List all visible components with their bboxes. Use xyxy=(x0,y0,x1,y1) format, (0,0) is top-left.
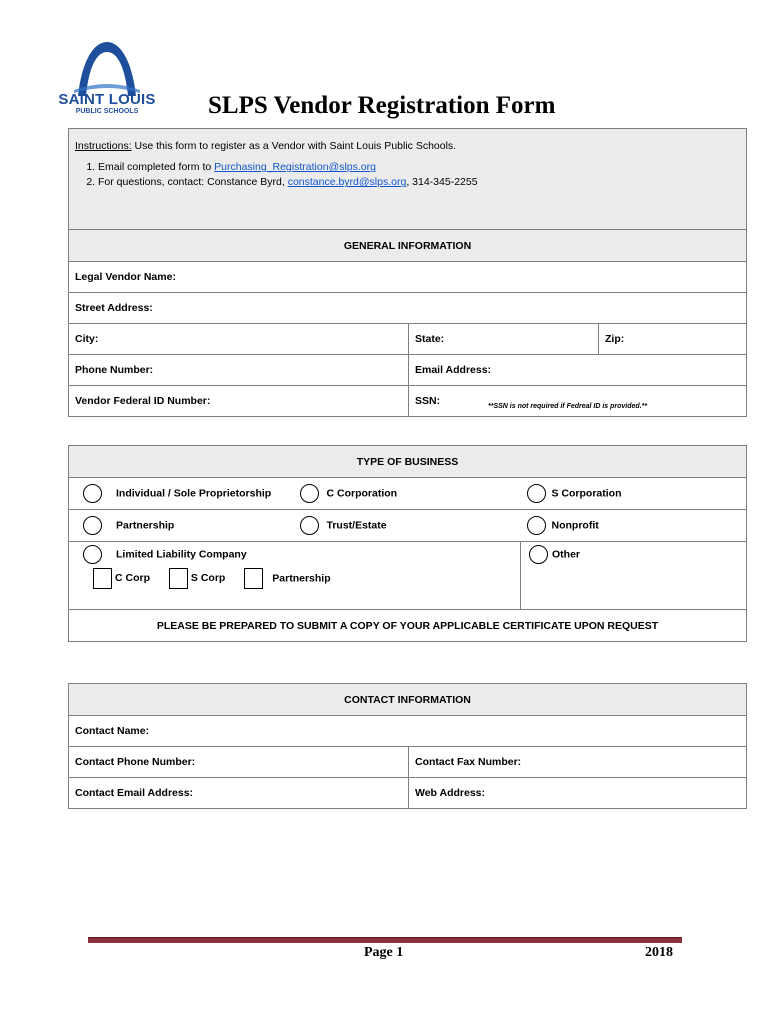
option-llc[interactable] xyxy=(69,542,521,610)
radio-s-corporation[interactable] xyxy=(527,484,546,503)
radio-individual[interactable] xyxy=(83,484,102,503)
option-label: C Corp xyxy=(115,572,150,585)
contact-email-field[interactable]: Contact Email Address: xyxy=(69,778,409,809)
legal-vendor-name-field[interactable]: Legal Vendor Name: xyxy=(69,262,747,293)
city-field[interactable]: City: xyxy=(69,324,409,355)
purchasing-email-link[interactable]: Purchasing_Registration@slps.org xyxy=(214,161,376,174)
general-information-header: GENERAL INFORMATION xyxy=(69,230,747,262)
instruction-text: For questions, contact: Constance Byrd, xyxy=(98,176,288,189)
logo-subtext: PUBLIC SCHOOLS xyxy=(75,108,139,115)
ssn-note: **SSN is not required if Fedreal ID is provided.** xyxy=(488,403,648,410)
instructions-label: Instructions: xyxy=(75,140,132,152)
radio-other[interactable] xyxy=(529,545,548,564)
option-label: Individual / Sole Proprietorship xyxy=(116,487,272,500)
zip-field[interactable]: Zip: xyxy=(599,324,747,355)
option-label: Partnership xyxy=(272,572,331,585)
option-label: Trust/Estate xyxy=(326,519,387,532)
radio-trust-estate[interactable] xyxy=(300,516,319,535)
instruction-text: Email completed form to xyxy=(98,161,215,174)
option-label: C Corporation xyxy=(326,487,398,500)
state-field[interactable]: State: xyxy=(409,324,599,355)
checkbox-llc-s-corp[interactable] xyxy=(169,568,188,589)
web-address-field[interactable]: Web Address: xyxy=(409,778,747,809)
contact-information-header: CONTACT INFORMATION xyxy=(69,684,747,716)
street-address-field[interactable]: Street Address: xyxy=(69,293,747,324)
radio-partnership[interactable] xyxy=(83,516,102,535)
contact-phone-field[interactable]: Contact Phone Number: xyxy=(69,747,409,778)
option-partnership[interactable] xyxy=(69,510,294,542)
option-c-corporation[interactable] xyxy=(294,478,521,510)
instruction-item-contact xyxy=(98,175,740,190)
option-label: Limited Liability Company xyxy=(116,548,247,561)
option-individual[interactable] xyxy=(69,478,294,510)
instructions-text: Use this form to register as a Vendor with Saint Louis Public Schools. xyxy=(131,140,457,152)
page-title: SLPS Vendor Registration Form xyxy=(208,92,556,119)
federal-id-field[interactable]: Vendor Federal ID Number: xyxy=(69,386,409,417)
gateway-arch-icon xyxy=(72,40,142,98)
email-address-field[interactable]: Email Address: xyxy=(409,355,747,386)
footer-year: 2018 xyxy=(645,945,673,960)
type-of-business-header: TYPE OF BUSINESS xyxy=(69,446,747,478)
option-label: Nonprofit xyxy=(551,519,599,532)
checkbox-llc-c-corp[interactable] xyxy=(93,568,112,589)
slps-logo xyxy=(52,40,162,120)
contact-email-link[interactable]: constance.byrd@slps.org xyxy=(287,176,407,189)
radio-c-corporation[interactable] xyxy=(300,484,319,503)
contact-phone-text: , 314-345-2255 xyxy=(406,176,478,189)
instruction-item-email xyxy=(98,160,740,175)
option-other[interactable] xyxy=(521,542,747,610)
option-trust-estate[interactable] xyxy=(294,510,521,542)
option-label: Partnership xyxy=(116,519,175,532)
radio-nonprofit[interactable] xyxy=(527,516,546,535)
phone-number-field[interactable]: Phone Number: xyxy=(69,355,409,386)
option-label: S Corporation xyxy=(551,487,622,500)
logo-text: SAINT LOUIS xyxy=(58,91,156,108)
option-nonprofit[interactable] xyxy=(521,510,747,542)
ssn-field[interactable]: SSN: xyxy=(409,386,747,417)
contact-information-table xyxy=(68,683,747,809)
type-of-business-table xyxy=(68,445,747,642)
general-information-table xyxy=(68,128,747,417)
page-number: Page 1 xyxy=(364,945,404,960)
checkbox-llc-partnership[interactable] xyxy=(244,568,263,589)
contact-name-field[interactable]: Contact Name: xyxy=(69,716,747,747)
instructions-box xyxy=(69,129,747,230)
option-s-corporation[interactable] xyxy=(521,478,747,510)
option-label: Other xyxy=(552,548,581,561)
footer-rule xyxy=(88,937,682,943)
option-label: S Corp xyxy=(190,572,226,585)
certificate-notice: PLEASE BE PREPARED TO SUBMIT A COPY OF YOUR APPLICABLE CERTIFICATE UPON REQUEST xyxy=(69,610,747,642)
contact-fax-field[interactable]: Contact Fax Number: xyxy=(409,747,747,778)
radio-llc[interactable] xyxy=(83,545,102,564)
